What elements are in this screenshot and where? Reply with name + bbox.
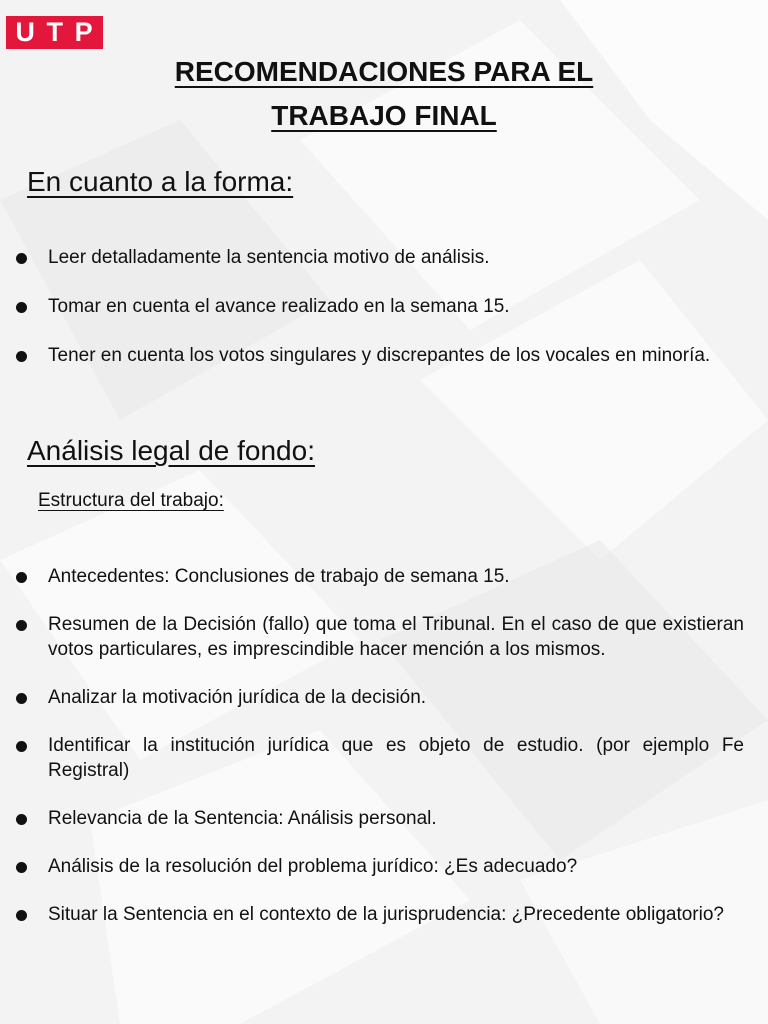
bullet-icon <box>16 693 27 704</box>
utp-logo <box>6 16 103 49</box>
list-item-text: Tener en cuenta los votos singulares y discrepantes de los vocales en minoría. <box>48 345 711 366</box>
title-line-2: TRABAJO FINAL <box>271 100 497 131</box>
logo-letter: T <box>46 17 64 47</box>
forma-list <box>14 245 744 392</box>
list-item-text: Tomar en cuenta el avance realizado en la semana 15. <box>48 296 510 317</box>
bullet-icon <box>16 862 27 873</box>
list-item-text: Resumen de la Decisión (fallo) que toma el Tribunal. En el caso de que existieran votos particulares, es imprescindible hacer mención a los mismos. <box>48 614 744 660</box>
list-item <box>14 343 744 368</box>
list-item-text: Análisis de la resolución del problema jurídico: ¿Es adecuado? <box>48 856 578 877</box>
fondo-list <box>14 564 744 950</box>
bullet-icon <box>16 620 27 631</box>
list-item <box>14 733 744 783</box>
bullet-icon <box>16 741 27 752</box>
page-title <box>0 50 768 138</box>
bullet-icon <box>16 910 27 921</box>
logo-letter: P <box>74 17 94 47</box>
list-item-text: Analizar la motivación jurídica de la decisión. <box>48 687 427 708</box>
list-item-text: Situar la Sentencia en el contexto de la jurisprudencia: ¿Precedente obligatorio? <box>48 904 724 925</box>
bullet-icon <box>16 302 27 313</box>
logo-letter: U <box>15 17 36 47</box>
list-item <box>14 806 744 831</box>
list-item-text: Leer detalladamente la sentencia motivo de análisis. <box>48 247 490 268</box>
list-item-text: Antecedentes: Conclusiones de trabajo de semana 15. <box>48 566 510 587</box>
list-item <box>14 685 744 710</box>
list-item <box>14 294 744 319</box>
bullet-icon <box>16 814 27 825</box>
list-item <box>14 564 744 589</box>
bullet-icon <box>16 253 27 264</box>
list-item-text: Identificar la institución jurídica que es objeto de estudio. (por ejemplo Fe Registral) <box>48 735 744 781</box>
bullet-icon <box>16 572 27 583</box>
list-item <box>14 612 744 662</box>
section-heading-fondo: Análisis legal de fondo: <box>27 435 315 466</box>
list-item <box>14 902 744 927</box>
title-line-1: RECOMENDACIONES PARA EL <box>174 56 594 87</box>
list-item <box>14 245 744 270</box>
bullet-icon <box>16 351 27 362</box>
list-item-text: Relevancia de la Sentencia: Análisis personal. <box>48 808 437 829</box>
subheading-estructura: Estructura del trabajo: <box>38 490 224 511</box>
list-item <box>14 854 744 879</box>
section-heading-forma: En cuanto a la forma: <box>27 166 294 197</box>
